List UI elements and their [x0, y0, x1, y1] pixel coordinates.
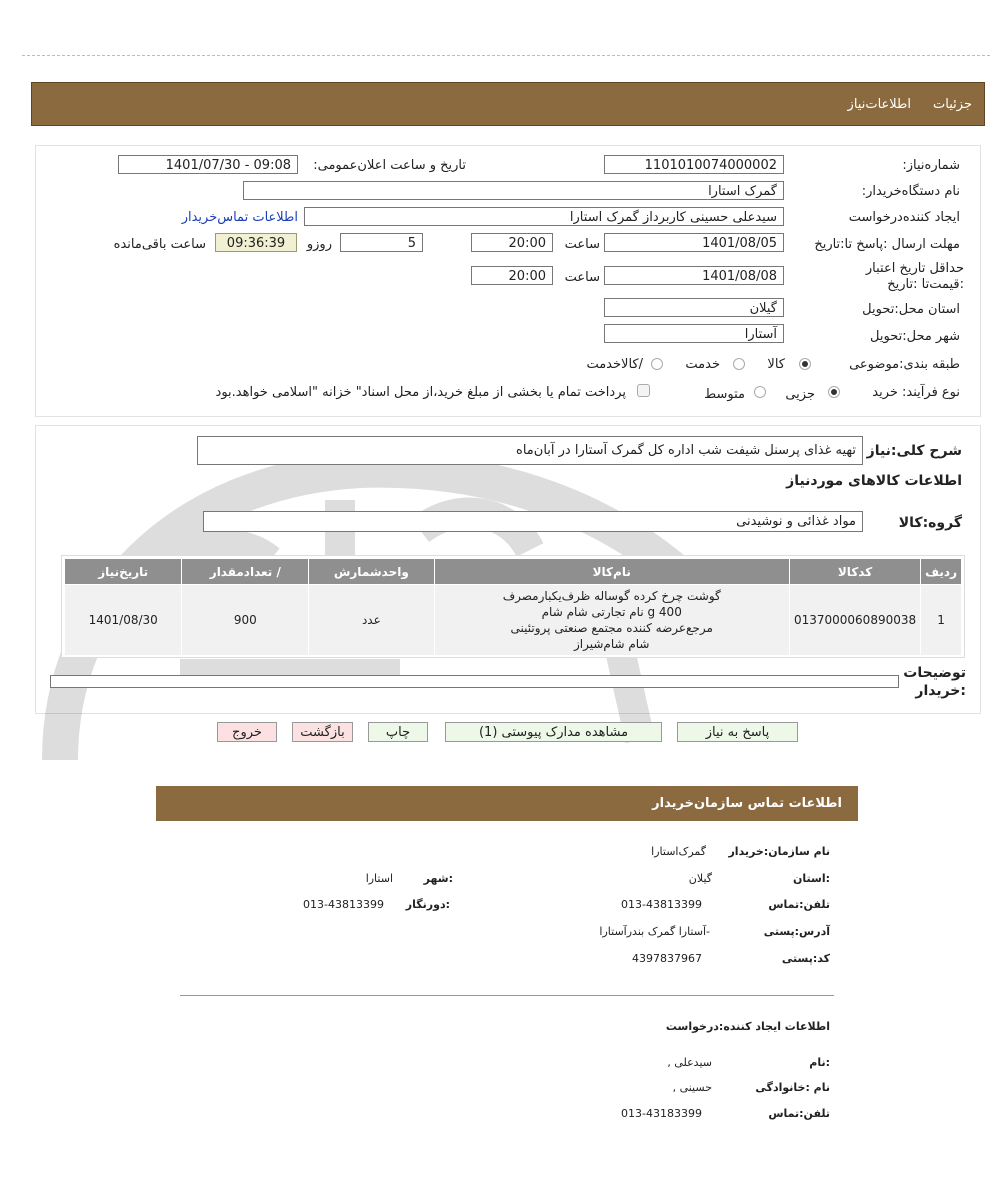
contact-province-value: گیلان — [688, 872, 712, 885]
requester-label: ایجاد کننده‌درخواست — [848, 210, 960, 225]
top-divider — [22, 55, 990, 56]
cell-date: 1401/08/30 — [65, 585, 182, 656]
need-number-field: 1101010074000002 — [604, 155, 784, 174]
category-goods-radio[interactable] — [799, 358, 811, 370]
cell-code: 0137000060890038 — [789, 585, 920, 656]
days-field: 5 — [340, 233, 423, 252]
buyer-notes-label: توضیحات :خریدار — [903, 665, 966, 699]
requester-phone-value: 013-43183399 — [621, 1107, 702, 1120]
treasury-payment-note: پرداخت تمام یا بخشی از مبلغ خرید،از محل اسناد" خزانه "اسلامی خواهد.بود — [215, 385, 626, 400]
category-goods-service-label: /کالاخدمت — [586, 357, 643, 372]
org-value: گمرک‌استارا — [651, 845, 706, 858]
exit-button[interactable]: خروج — [217, 722, 277, 742]
org-label: نام سازمان:خریدار — [728, 845, 830, 858]
buyer-org-label: نام دستگاه‌خریدار: — [861, 184, 960, 199]
items-table-frame — [61, 555, 965, 658]
attachments-button[interactable]: مشاهده مدارک پیوستی (1) — [445, 722, 662, 742]
tab-bar — [31, 82, 985, 126]
family-value: حسینی , — [672, 1081, 712, 1094]
purchase-small-radio[interactable] — [828, 386, 840, 398]
cell-unit: عدد — [309, 585, 434, 656]
col-qty: / تعدادمقدار — [182, 559, 309, 585]
fax-label: :دورنگار — [405, 898, 450, 911]
contact-province-label: :استان — [793, 872, 830, 885]
remaining-timer: 09:36:39 — [215, 233, 297, 252]
summary-field: تهیه غذای پرسنل شیفت شب اداره کل گمرک آستارا در آبان‌ماه — [197, 436, 863, 465]
fax-value: 013-43813399 — [303, 898, 384, 911]
contact-divider — [180, 995, 834, 996]
address-label: آدرس:پستی — [763, 925, 830, 938]
contact-city-value: استارا — [365, 872, 393, 885]
reply-button[interactable]: پاسخ به نیاز — [677, 722, 798, 742]
validity-time-label: ساعت — [564, 270, 600, 285]
col-row: ردیف — [921, 559, 962, 585]
contact-header: اطلاعات تماس سازمان‌خریدار — [156, 786, 858, 821]
col-name: نام‌کالا — [434, 559, 789, 585]
city-field: آستارا — [604, 324, 784, 343]
postal-label: کد:پستی — [781, 952, 830, 965]
buyer-notes-field — [50, 675, 899, 688]
category-goods-label: کالا — [767, 357, 785, 372]
province-field: گیلان — [604, 298, 784, 317]
city-label: شهر محل:تحویل — [870, 329, 960, 344]
requester-field: سیدعلی حسینی کاربرداز گمرک استارا — [304, 207, 784, 226]
col-date: تاریخ‌نیاز — [65, 559, 182, 585]
province-label: استان محل:تحویل — [862, 302, 960, 317]
category-goods-service-radio[interactable] — [651, 358, 663, 370]
items-header: اطلاعات کالاهای موردنیاز — [786, 473, 962, 489]
deadline-time-label: ساعت — [564, 237, 600, 252]
cell-qty: 900 — [182, 585, 309, 656]
postal-value: 4397837967 — [632, 952, 702, 965]
items-table — [64, 558, 962, 656]
tab-need-info[interactable]: اطلاعات‌نیاز — [847, 97, 911, 112]
deadline-date-field: 1401/08/05 — [604, 233, 784, 252]
contact-city-label: :شهر — [423, 872, 453, 885]
name-value: سیدعلی , — [667, 1056, 712, 1069]
item-name-line: 400 g نام تجارتی شام شام — [541, 605, 682, 619]
buyer-org-field: گمرک استارا — [243, 181, 784, 200]
validity-label: حداقل تاریخ اعتبار :قیمت‌تا :تاریخ — [865, 261, 964, 292]
cell-name — [434, 585, 789, 656]
purchase-medium-radio[interactable] — [754, 386, 766, 398]
requester-info-title: اطلاعات ایجاد کننده:درخواست — [665, 1020, 830, 1033]
address-value: -آستارا گمرک بندرآستارا — [599, 925, 710, 938]
validity-time-field: 20:00 — [471, 266, 553, 285]
print-button[interactable]: چاپ — [368, 722, 428, 742]
purchase-small-label: جزیی — [785, 387, 815, 402]
name-label: :نام — [809, 1056, 830, 1069]
deadline-label: مهلت ارسال :پاسخ تا:تاریخ — [814, 237, 960, 252]
goods-group-label: گروه:کالا — [898, 515, 962, 531]
remaining-label: ساعت باقی‌مانده — [113, 237, 206, 252]
item-name-line: گوشت چرخ کرده گوساله ظرف‌یکبارمصرف — [502, 589, 721, 603]
requester-phone-label: تلفن:تماس — [768, 1107, 830, 1120]
days-label: روزو — [306, 237, 332, 252]
category-label: طبقه بندی:موضوعی — [849, 357, 960, 372]
table-row — [65, 585, 962, 656]
summary-label: شرح کلی:نیاز — [866, 443, 962, 459]
tab-details[interactable]: جزئیات — [933, 97, 972, 112]
item-name-line: مرجع‌عرضه کننده مجتمع صنعتی پروتئینی — [510, 621, 713, 635]
treasury-payment-checkbox[interactable] — [637, 384, 650, 397]
family-label: نام :خانوادگی — [755, 1081, 830, 1094]
category-service-label: خدمت — [685, 357, 720, 372]
purchase-medium-label: متوسط — [704, 387, 745, 402]
validity-date-field: 1401/08/08 — [604, 266, 784, 285]
cell-row: 1 — [921, 585, 962, 656]
announce-field: 1401/07/30 - 09:08 — [118, 155, 298, 174]
buyer-contact-link[interactable]: اطلاعات تماس‌خریدار — [181, 210, 298, 225]
announce-label: تاریخ و ساعت اعلان‌عمومی: — [313, 158, 466, 173]
back-button[interactable]: بازگشت — [292, 722, 353, 742]
need-number-label: شماره‌نیاز: — [902, 158, 960, 173]
goods-group-field: مواد غذائی و نوشیدنی — [203, 511, 863, 532]
deadline-time-field: 20:00 — [471, 233, 553, 252]
category-service-radio[interactable] — [733, 358, 745, 370]
col-code: کدکالا — [789, 559, 920, 585]
item-name-line: شام شام‌شیراز — [573, 637, 650, 651]
purchase-type-label: نوع فرآیند: خرید — [872, 385, 960, 400]
contact-phone-label: تلفن:تماس — [768, 898, 830, 911]
contact-phone-value: 013-43813399 — [621, 898, 702, 911]
col-unit: واحدشمارش — [309, 559, 434, 585]
